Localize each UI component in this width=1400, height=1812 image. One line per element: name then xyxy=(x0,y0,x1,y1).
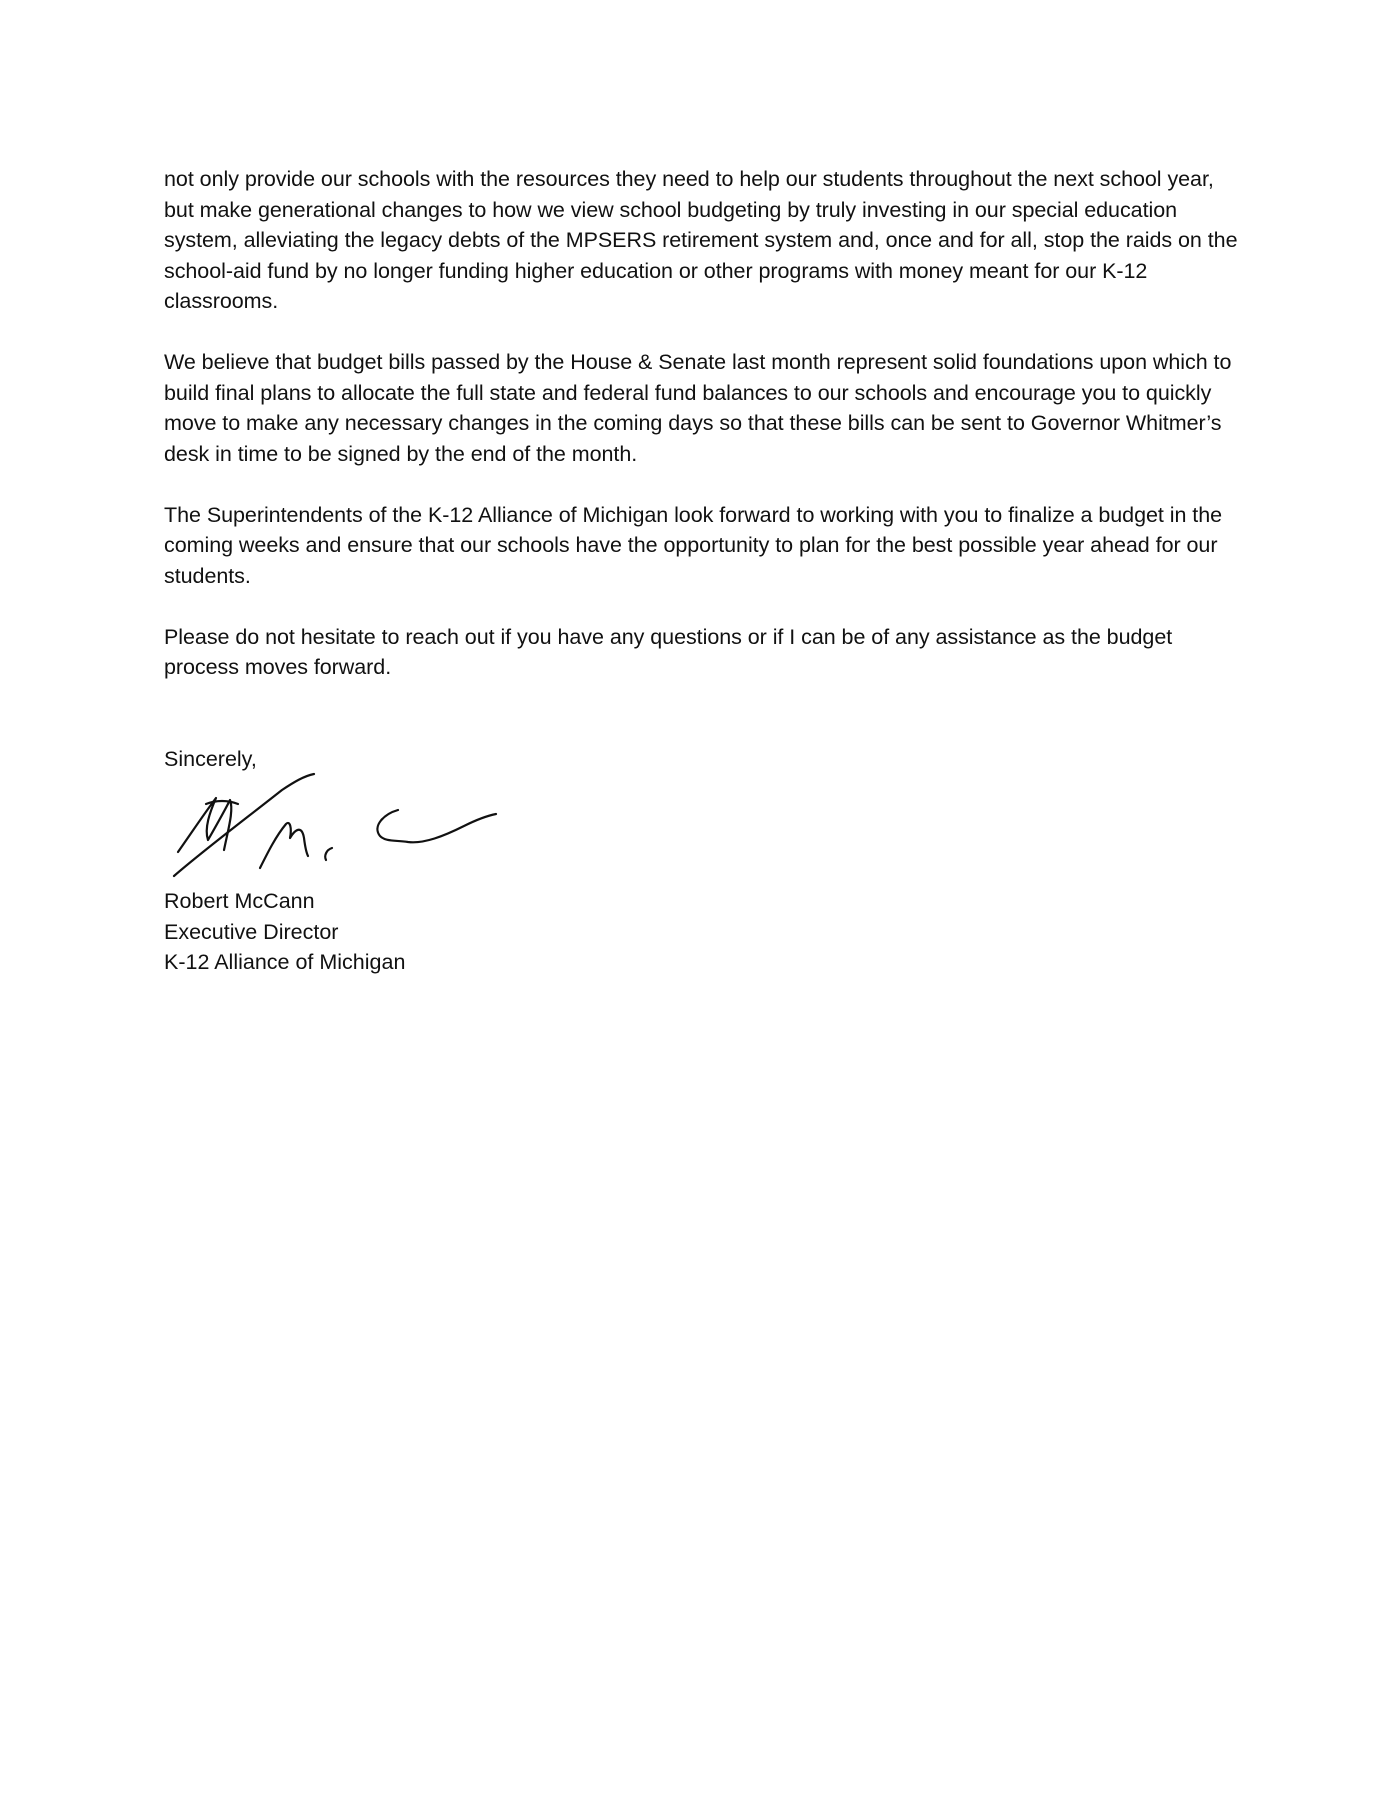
signer-name: Robert McCann xyxy=(164,889,315,913)
letter-body xyxy=(164,164,1244,713)
closing-salutation: Sincerely, xyxy=(164,747,257,771)
signer-block xyxy=(164,886,405,978)
paragraph-superintendents: The Superintendents of the K-12 Alliance of Michigan look forward to working with you to finalize a budget in the coming weeks and ensure that our schools have the opportunity to plan for the best possible year ahead for our students. xyxy=(164,502,1223,588)
paragraph-funding-changes: not only provide our schools with the resources they need to help our students throughout the next school year, but make generational changes to how we view school budgeting by truly investing in our special education system, alleviating the legacy debts of the MPSERS retirement system and, once and for all, stop the raids on the school-aid fund by no longer funding higher education or other programs with money meant for our K-12 classrooms. xyxy=(164,167,1238,313)
paragraph-contact: Please do not hesitate to reach out if you have any questions or if I can be of any assistance as the budget process moves forward. xyxy=(164,624,1173,679)
signer-organization: K-12 Alliance of Michigan xyxy=(164,950,406,974)
paragraph-budget-bills: We believe that budget bills passed by the House & Senate last month represent solid foundations upon which to build final plans to allocate the full state and federal fund balances to our schools and encourage you to quickly move to make any necessary changes in the coming days so that these bills can be sent to Governor Whitmer’s desk in time to be signed by the end of the month. xyxy=(164,350,1232,466)
signer-title: Executive Director xyxy=(164,919,339,944)
handwritten-signature-icon xyxy=(164,770,524,880)
